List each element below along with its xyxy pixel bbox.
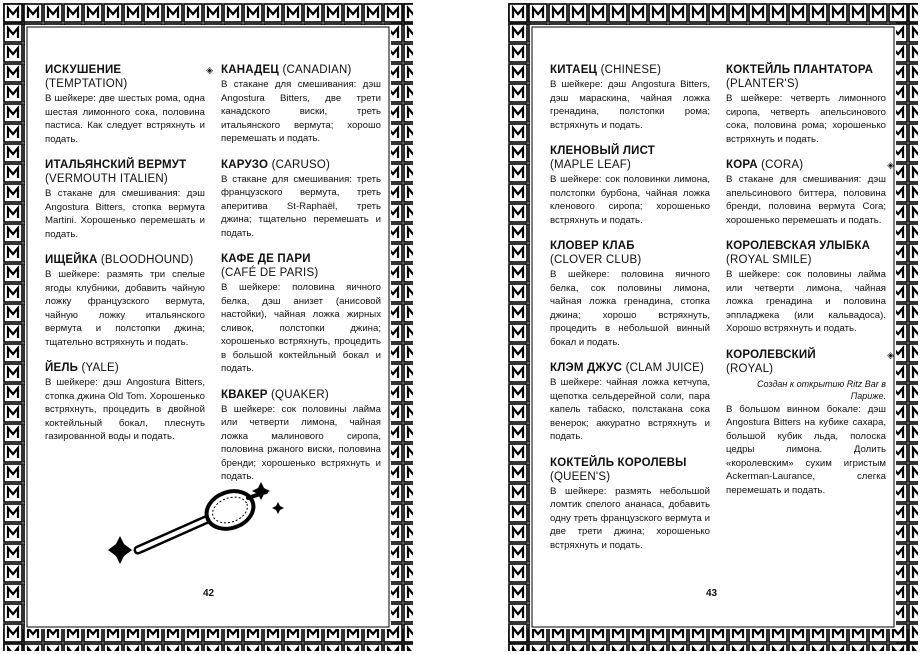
recipe-subtitle: (TEMPTATION) xyxy=(45,78,128,90)
recipe-entry xyxy=(550,63,710,132)
recipe-text: В шейкере: половина яичного белка, сок половины лимона, чайная ложка гренадина, стопка джина; хорошо встряхнуть, процедить в небольшой винный бокал и подать. xyxy=(550,269,710,348)
recipe-entry xyxy=(221,252,381,376)
recipe-title: КЛЭМ ДЖУС (CLAM JUICE) xyxy=(550,362,705,374)
recipe-entry xyxy=(221,388,381,484)
right-page xyxy=(508,3,918,651)
recipe-text: В шейкере: чайная ложка кетчупа, щепотка сельдерейной соли, пара капель табаско, полстакана сока венерок; аккуратно встряхнуть и подать. xyxy=(550,377,710,442)
recipe-entry xyxy=(550,144,710,227)
recipe-entry xyxy=(45,63,213,146)
recipe-text: В шейкере: половина яичного белка, дэш анизет (анисовой настойки), чайная ложка жирных сливок, полстопки джина; хорошенько встряхнуть, процедить в большой коктейльный бокал и подать. xyxy=(221,282,381,374)
recipe-text: В стакане для смешивания: дэш апельсинового биттера, половина бренди, половина вермута Cora; хорошенько перемешать и подать. xyxy=(726,174,886,226)
recipe-subtitle: (PLANTER'S) xyxy=(726,78,799,90)
page-number: 43 xyxy=(706,588,718,599)
recipe-subtitle: (ROYAL) xyxy=(726,362,774,375)
recipe-title: ИТАЛЬЯНСКИЙ ВЕРМУТ xyxy=(45,159,187,171)
recipe-text: В шейкере: размять небольшой ломтик спелого ананаса, добавить одну треть французского вермута и две трети джина; хорошенько встряхнуть и подать. xyxy=(550,485,710,551)
recipe-text: В стакане для смешивания: дэш Angostura Bitters, стопка вермута Martini. Хорошенько перемешать и подать. xyxy=(45,188,205,240)
recipe-text: В большом винном бокале: дэш Angostura Bitters на кубике сахара, большой кубик льда, полоска цедры лимона. Долить «королевским» сухим игристым Ackerman-Laurance, слегка перемешать и подать. xyxy=(726,403,886,496)
left-column-2 xyxy=(221,63,381,496)
recipe-title: КАФЕ ДЕ ПАРИ xyxy=(221,253,311,265)
recipe-text: В шейкере: дэш Angostura Bitters, дэш мараскина, чайная ложка гренадина, полстопки рома; встряхнуть и подать. xyxy=(550,79,710,131)
recipe-text: В шейкере: сок половины лайма или четверти лимона, чайная ложка малинового сиропа, половина ржаного виски, половина бренди; хорошенько встряхнуть и подать. xyxy=(221,403,381,482)
diamond-icon: ◈ xyxy=(206,65,213,75)
page-number: 42 xyxy=(203,588,215,599)
recipe-subtitle: (CAFÉ DE PARIS) xyxy=(221,267,319,279)
recipe-title: КЛЕНОВЫЙ ЛИСТ xyxy=(550,145,656,157)
recipe-entry xyxy=(45,158,205,241)
recipe-text: В шейкере: размять три спелые ягоды клубники, добавить чайную ложку французского вермута, чайную ложку итальянского вермута и полстопки джина; тщательно встряхнуть и подать. xyxy=(45,269,205,348)
recipe-subtitle: (VERMOUTH ITALIEN) xyxy=(45,173,168,185)
recipe-entry xyxy=(221,63,381,146)
left-page xyxy=(3,3,413,651)
recipe-title: ЙЕЛЬ (YALE) xyxy=(45,362,119,374)
recipe-title: КАРУЗО (CARUSO) xyxy=(221,158,331,171)
recipe-entry xyxy=(550,456,710,553)
recipe-title: ИЩЕЙКА (BLOODHOUND) xyxy=(45,254,194,266)
strainer-illustration xyxy=(98,478,308,568)
recipe-note: Создан к открытию Ritz Bar в Париже. xyxy=(756,378,886,401)
recipe-subtitle: (CLOVER CLUB) xyxy=(550,254,642,266)
recipe-title: КОРОЛЕВСКИЙ xyxy=(726,348,816,361)
recipe-subtitle: (QUEEN'S) xyxy=(550,470,611,483)
recipe-text: В шейкере: две шестых рома, одна шестая лимонного сока, половина пастиса. Как следует встряхнуть и подать. xyxy=(45,93,205,145)
recipe-title: КОКТЕЙЛЬ ПЛАНТАТОРА xyxy=(726,64,874,76)
recipe-title: ИСКУШЕНИЕ xyxy=(45,64,122,76)
recipe-text: В шейкере: четверть лимонного сиропа, четверть апельсинового сока, половина рома; хорошенько встряхнуть и подать. xyxy=(726,93,886,145)
recipe-title: КЛОВЕР КЛАБ xyxy=(550,240,635,252)
recipe-title: КОКТЕЙЛЬ КОРОЛЕВЫ xyxy=(550,456,687,469)
recipe-subtitle: (ROYAL SMILE) xyxy=(726,254,812,266)
right-column-2 xyxy=(726,63,894,509)
left-column-1 xyxy=(45,63,213,456)
recipe-text: В шейкере: сок половины лайма или четверти лимона, чайная ложка гренадина и половина эппладжека (или кальвадоса). Хорошо встряхнуть и подать. xyxy=(726,269,886,334)
recipe-text: В шейкере: дэш Angostura Bitters, стопка джина Old Tom. Хорошенько встряхнуть, процедить в двойной коктейльный бокал, плеснуть газированной воды и подать. xyxy=(45,377,205,442)
recipe-text: В шейкере: сок половинки лимона, полстопки бурбона, чайная ложка кленового сиропа; хорошенько встряхнуть и подать. xyxy=(550,174,710,226)
recipe-title: КОРОЛЕВСКАЯ УЛЫБКА xyxy=(726,240,871,252)
recipe-text: В стакане для смешивания: дэш Angostura Bitters, две трети канадского виски, треть итальянского вермута; хорошо перемешать и подать. xyxy=(221,79,381,144)
recipe-title: КОРА (CORA) xyxy=(726,159,804,171)
recipe-entry xyxy=(726,158,894,227)
recipe-entry xyxy=(726,348,894,498)
right-column-1 xyxy=(550,63,710,564)
recipe-text: В стакане для смешивания: треть французского вермута, треть аперитива St-Raphaël, треть джина; тщательно перемешать и подать. xyxy=(221,173,381,239)
right-page-content xyxy=(544,63,894,611)
recipe-entry xyxy=(45,253,205,349)
recipe-subtitle: (MAPLE LEAF) xyxy=(550,159,632,171)
recipe-title: КИТАЕЦ (CHINESE) xyxy=(550,64,662,76)
recipe-entry xyxy=(726,63,886,146)
recipe-entry xyxy=(550,239,710,349)
recipe-entry xyxy=(726,239,886,336)
recipe-entry xyxy=(221,158,381,241)
recipe-title: КВАКЕР (QUAKER) xyxy=(221,388,329,401)
recipe-entry xyxy=(550,361,710,444)
recipe-entry xyxy=(45,361,205,444)
diamond-icon: ◈ xyxy=(887,349,894,360)
diamond-icon: ◈ xyxy=(887,160,894,170)
recipe-title: КАНАДЕЦ (CANADIAN) xyxy=(221,64,352,76)
